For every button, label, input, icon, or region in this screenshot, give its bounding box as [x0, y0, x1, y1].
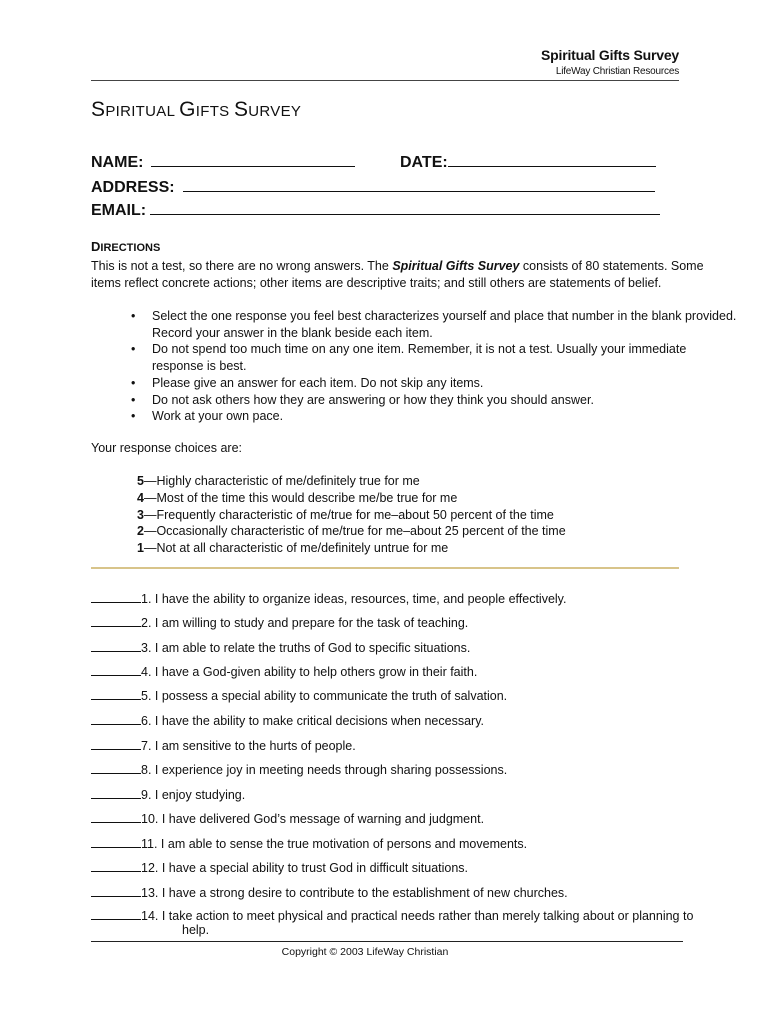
- survey-item: [91, 907, 741, 937]
- item-text: 1. I have the ability to organize ideas, resources, time, and people effectively.: [141, 592, 567, 606]
- item-text: 4. I have a God-given ability to help others grow in their faith.: [141, 665, 478, 679]
- date-label: DATE:: [400, 154, 448, 171]
- survey-item: [91, 737, 356, 753]
- answer-blank[interactable]: [91, 712, 141, 725]
- date-field: [400, 152, 656, 172]
- list-item: • Work at your own pace.: [131, 408, 741, 425]
- email-label: EMAIL:: [91, 202, 147, 219]
- header-title: Spiritual Gifts Survey: [541, 47, 679, 63]
- answer-blank[interactable]: [91, 884, 141, 897]
- heading-rest: IRECTIONS: [100, 242, 161, 254]
- item-text: 6. I have the ability to make critical decisions when necessary.: [141, 714, 484, 728]
- answer-blank[interactable]: [91, 786, 141, 799]
- title-letter: G: [179, 98, 196, 121]
- survey-item: [91, 687, 507, 703]
- title-letter: S: [233, 98, 249, 121]
- answer-blank[interactable]: [91, 687, 141, 700]
- list-item: • Do not spend too much time on any one item. Remember, it is not a test. Usually your immediate response is best.: [131, 341, 741, 374]
- answer-blank[interactable]: [91, 737, 141, 750]
- survey-item: [91, 761, 507, 777]
- choice-item: [137, 540, 566, 557]
- survey-item: [91, 786, 245, 802]
- title-part: URVEY: [248, 103, 302, 120]
- answer-blank[interactable]: [91, 614, 141, 627]
- survey-item: [91, 859, 468, 875]
- address-field: [91, 177, 655, 197]
- survey-item: [91, 712, 484, 728]
- title-letter: S: [91, 98, 106, 121]
- survey-item: [91, 810, 484, 826]
- answer-blank[interactable]: [91, 761, 141, 774]
- list-item: • Please give an answer for each item. Do not skip any items.: [131, 375, 741, 392]
- choice-number: 2: [137, 524, 144, 539]
- response-choices: [137, 473, 566, 557]
- answer-blank[interactable]: [91, 810, 141, 823]
- directions-heading: [91, 239, 160, 254]
- choice-number: 1: [137, 541, 144, 556]
- choice-item: [137, 473, 566, 490]
- choice-item: [137, 523, 566, 540]
- date-input-line[interactable]: [448, 152, 656, 167]
- survey-item: [91, 590, 566, 606]
- choice-item: [137, 490, 566, 507]
- name-field: [91, 152, 355, 172]
- answer-blank[interactable]: [91, 859, 141, 872]
- item-text: 11. I am able to sense the true motivation of persons and movements.: [141, 837, 528, 851]
- choice-text: —Frequently characteristic of me/true for me–about 50 percent of the time: [143, 507, 554, 522]
- item-text: 13. I have a strong desire to contribute to the establishment of new churches.: [141, 886, 568, 900]
- item-text: 12. I have a special ability to trust God in difficult situations.: [141, 861, 469, 875]
- list-item: • Do not ask others how they are answering or how they think you should answer.: [131, 392, 741, 409]
- answer-blank[interactable]: [91, 663, 141, 676]
- copyright-footer: Copyright © 2003 LifeWay Christian: [281, 946, 449, 958]
- choice-item: [137, 507, 566, 524]
- survey-item: [91, 835, 527, 851]
- heading-letter: D: [91, 239, 101, 254]
- email-field: [91, 200, 660, 220]
- intro-text: This is not a test, so there are no wrong answers. The: [91, 259, 393, 273]
- choices-label: Your response choices are:: [91, 441, 243, 455]
- choice-number: 3: [137, 507, 144, 522]
- item-text: 2. I am willing to study and prepare for the task of teaching.: [141, 616, 469, 630]
- item-text: 9. I enjoy studying.: [141, 788, 246, 802]
- answer-blank[interactable]: [91, 639, 141, 652]
- item-text: 5. I possess a special ability to communicate the truth of salvation.: [141, 689, 508, 703]
- title-part: PIRITUAL: [105, 103, 180, 120]
- title-part: IFTS: [195, 103, 234, 120]
- intro-text: consists of 80 statements. Some items reflect concrete actions; other items are descriptive traits; and still others are statements of belief.: [91, 259, 704, 290]
- header-divider: [91, 80, 679, 81]
- item-text-continued: help.: [182, 923, 210, 937]
- section-divider: [91, 567, 679, 569]
- item-text: 14. I take action to meet physical and practical needs rather than merely talking about or planning to: [141, 909, 694, 923]
- survey-item: [91, 663, 477, 679]
- name-input-line[interactable]: [151, 152, 355, 167]
- item-text: 10. I have delivered God’s message of warning and judgment.: [141, 812, 485, 826]
- directions-intro: [91, 258, 731, 291]
- answer-blank[interactable]: [91, 590, 141, 603]
- intro-emphasis: Spiritual Gifts Survey: [392, 259, 520, 273]
- name-label: NAME:: [91, 154, 144, 171]
- survey-item: [91, 639, 470, 655]
- header-subtitle: LifeWay Christian Resources: [555, 66, 679, 77]
- choice-number: 4: [137, 490, 144, 505]
- address-input-line[interactable]: [183, 177, 655, 192]
- item-text: 7. I am sensitive to the hurts of people.: [141, 739, 356, 753]
- footer-divider: [91, 941, 683, 942]
- item-text: 3. I am able to relate the truths of God to specific situations.: [141, 641, 471, 655]
- item-text: 8. I experience joy in meeting needs through sharing possessions.: [141, 763, 508, 777]
- choice-text: —Most of the time this would describe me/be true for me: [143, 490, 458, 505]
- answer-blank[interactable]: [91, 907, 141, 920]
- page-title: [91, 98, 301, 122]
- choice-text: —Not at all characteristic of me/definitely untrue for me: [143, 541, 449, 556]
- survey-item: [91, 614, 468, 630]
- answer-blank[interactable]: [91, 835, 141, 848]
- directions-list: [131, 308, 741, 425]
- choice-text: —Highly characteristic of me/definitely true for me: [143, 474, 420, 488]
- choice-number: 5: [137, 474, 144, 488]
- address-label: ADDRESS:: [91, 179, 175, 196]
- email-input-line[interactable]: [150, 200, 660, 215]
- choice-text: —Occasionally characteristic of me/true for me–about 25 percent of the time: [143, 524, 566, 539]
- survey-item: [91, 884, 568, 900]
- list-item: • Select the one response you feel best characterizes yourself and place that number in the blank provided. Record your answer in the blank beside each item.: [131, 308, 741, 341]
